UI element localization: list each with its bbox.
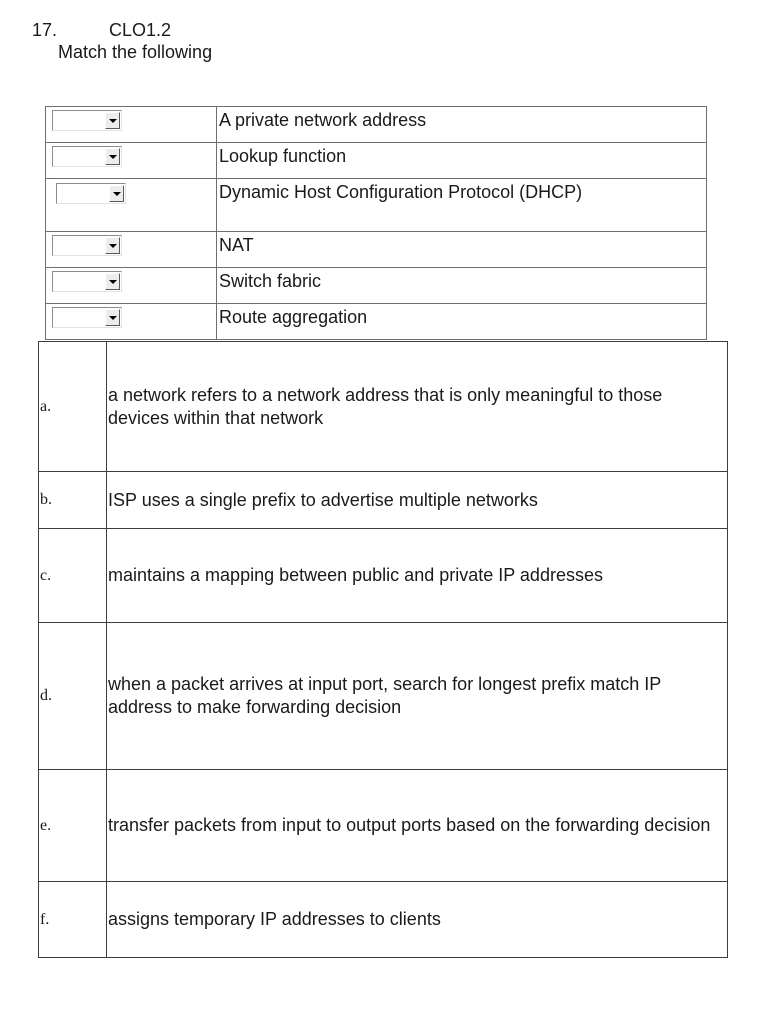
match-select-cell xyxy=(46,179,217,232)
definition-text: maintains a mapping between public and private IP addresses xyxy=(107,529,728,623)
match-term: Dynamic Host Configuration Protocol (DHCP) xyxy=(217,179,707,232)
chevron-down-icon[interactable] xyxy=(105,112,120,129)
chevron-down-icon[interactable] xyxy=(105,237,120,254)
match-term: Switch fabric xyxy=(217,268,707,304)
match-select[interactable] xyxy=(52,307,122,328)
match-select-cell xyxy=(46,268,217,304)
question-number: 17. xyxy=(32,20,58,40)
definition-row xyxy=(39,342,728,472)
definition-text: when a packet arrives at input port, search for longest prefix match IP address to make forwarding decision xyxy=(107,623,728,770)
question-clo: CLO1.2 xyxy=(109,20,172,40)
match-term: A private network address xyxy=(217,107,707,143)
match-term: NAT xyxy=(217,232,707,268)
definition-row xyxy=(39,770,728,882)
question-instruction: Match the following xyxy=(58,42,213,62)
match-row xyxy=(46,143,707,179)
definition-letter: c. xyxy=(39,529,107,623)
definition-letter: a. xyxy=(39,342,107,472)
match-select[interactable] xyxy=(52,235,122,256)
chevron-down-icon[interactable] xyxy=(109,185,124,202)
match-select-cell xyxy=(46,304,217,340)
definition-text: ISP uses a single prefix to advertise multiple networks xyxy=(107,472,728,529)
match-row xyxy=(46,107,707,143)
chevron-down-icon[interactable] xyxy=(105,309,120,326)
definition-row xyxy=(39,882,728,958)
definition-letter: e. xyxy=(39,770,107,882)
definition-row xyxy=(39,529,728,623)
match-row xyxy=(46,304,707,340)
matching-table xyxy=(45,106,707,340)
match-row xyxy=(46,232,707,268)
definition-row xyxy=(39,472,728,529)
definition-text: transfer packets from input to output ports based on the forwarding decision xyxy=(107,770,728,882)
definition-text: assigns temporary IP addresses to clients xyxy=(107,882,728,958)
chevron-down-icon[interactable] xyxy=(105,273,120,290)
match-select[interactable] xyxy=(56,183,126,204)
match-row xyxy=(46,179,707,232)
definitions-table xyxy=(38,341,728,958)
match-select[interactable] xyxy=(52,271,122,292)
definition-text: a network refers to a network address that is only meaningful to those devices within that network xyxy=(107,342,728,472)
match-term: Lookup function xyxy=(217,143,707,179)
match-row xyxy=(46,268,707,304)
definition-row xyxy=(39,623,728,770)
match-select-cell xyxy=(46,107,217,143)
match-select[interactable] xyxy=(52,146,122,167)
match-select[interactable] xyxy=(52,110,122,131)
match-select-cell xyxy=(46,232,217,268)
chevron-down-icon[interactable] xyxy=(105,148,120,165)
definition-letter: b. xyxy=(39,472,107,529)
definition-letter: f. xyxy=(39,882,107,958)
match-select-cell xyxy=(46,143,217,179)
match-term: Route aggregation xyxy=(217,304,707,340)
definition-letter: d. xyxy=(39,623,107,770)
